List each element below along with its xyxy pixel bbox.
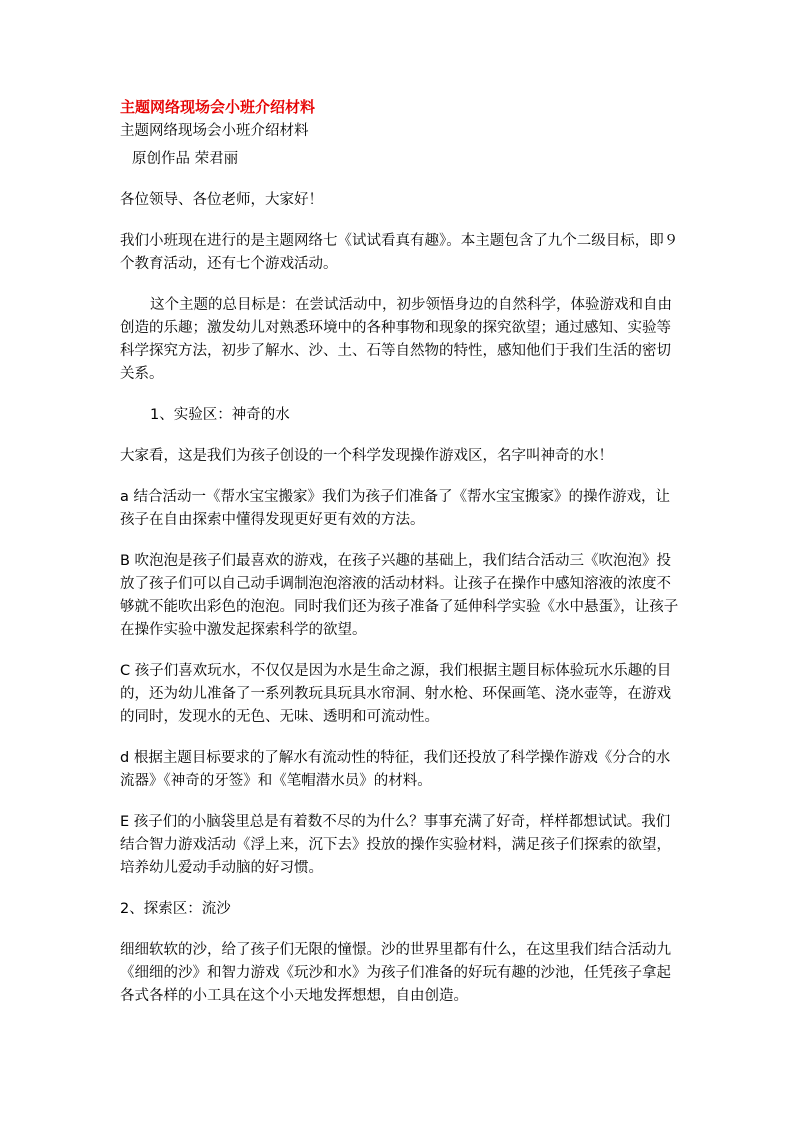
paragraph-item-b: B 吹泡泡是孩子们最喜欢的游戏，在孩子兴趣的基础上，我们结合活动三《吹泡泡》投放了孩子们可以自己动手调制泡泡溶液的活动材料。让孩子在操作中感知溶液的浓度不够就不能吹出彩色的泡泡。同时我们还为孩子准备了延伸科学实验《水中悬蛋》，让孩子在操作实验中激发起探索科学的欲望。	[120, 553, 679, 638]
paragraph-item-a: a 结合活动一《帮水宝宝搬家》我们为孩子们准备了《帮水宝宝搬家》的操作游戏，让孩子在自由探索中懂得发现更好更有效的方法。	[120, 489, 670, 528]
paragraph-item-e: E 孩子们的小脑袋里总是有着数不尽的为什么？事事充满了好奇，样样都想试试。我们结合智力游戏活动《浮上来，沉下去》投放的操作实验材料，满足孩子们探索的欲望，培养幼儿爱动手动脑的好习惯。	[120, 814, 671, 876]
paragraph-item-c: C 孩子们喜欢玩水，不仅仅是因为水是生命之源，我们根据主题目标体验玩水乐趣的目的，还为幼儿准备了一系列教玩具玩具水帘洞、射水枪、环保画笔、浇水壶等，在游戏的同时，发现水的无色、无味、透明和可流动性。	[120, 663, 672, 725]
paragraph-item-d: d 根据主题目标要求的了解水有流动性的特征，我们还投放了科学操作游戏《分合的水流器》《神奇的牙签》和《笔帽潜水员》的材料。	[120, 750, 671, 789]
goal-paragraph: 这个主题的总目标是：在尝试活动中，初步领悟身边的自然科学，体验游戏和自由创造的乐趣；激发幼儿对熟悉环境中的各种事物和现象的探究欲望；通过感知、实验等科学探究方法，初步了解水、沙、土、石等自然物的特性，感知他们于我们生活的密切关系。	[120, 297, 672, 382]
paragraph-water-area: 大家看，这是我们为孩子创设的一个科学发现操作游戏区，名字叫神奇的水！	[120, 448, 613, 464]
document-body	[120, 148, 680, 1026]
greeting-paragraph: 各位领导、各位老师，大家好！	[120, 192, 323, 208]
document-title: 主题网络现场会小班介绍材料	[120, 98, 316, 116]
section-heading-explore: 2、探索区：流沙	[120, 901, 231, 917]
document-subtitle: 主题网络现场会小班介绍材料	[120, 123, 309, 139]
author-line: 原创作品 荣君丽	[132, 151, 239, 167]
section-heading-experiment: 1、实验区：神奇的水	[150, 407, 290, 423]
paragraph-sand: 细细软软的沙，给了孩子们无限的憧憬。沙的世界里都有什么，在这里我们结合活动九《细细的沙》和智力游戏《玩沙和水》为孩子们准备的好玩有趣的沙池，任凭孩子拿起各式各样的小工具在这个小天地发挥想想，自由创造。	[120, 942, 671, 1004]
intro-paragraph: 我们小班现在进行的是主题网络七《试试看真有趣》。本主题包含了九个二级目标，即９个教育活动，还有七个游戏活动。	[120, 233, 679, 272]
